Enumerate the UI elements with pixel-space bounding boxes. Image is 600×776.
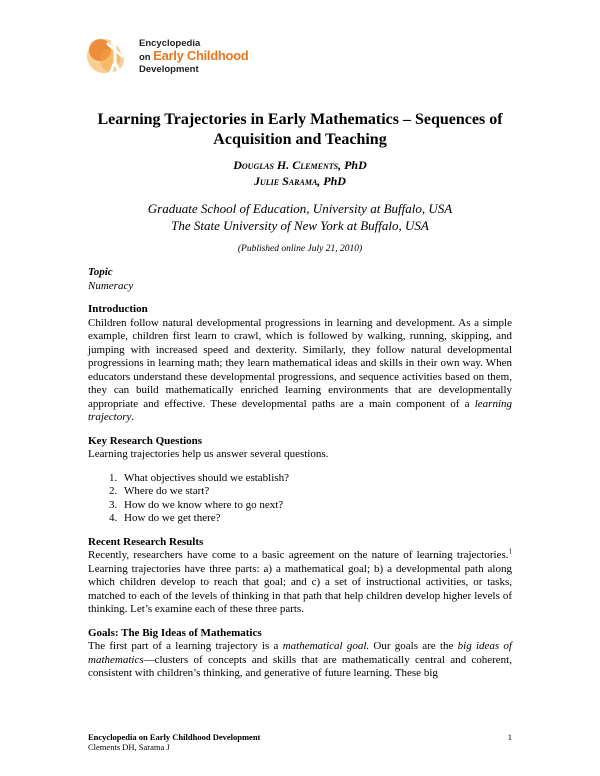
document-body xyxy=(88,266,512,681)
key-questions-intro: Learning trajectories help us answer several questions. xyxy=(88,448,329,460)
published-date: (Published online July 21, 2010) xyxy=(237,244,363,254)
list-item: 2. Where do we start? xyxy=(120,485,512,499)
goals-paragraph: The first part of a learning trajectory is a mathematical goal. Our goals are the big ideas of mathematics—clusters of concepts and skills that are mathematically central and coherent, consistent with children’s thinking, and generative of future learning. These big xyxy=(88,640,512,679)
introduction-heading: Introduction xyxy=(88,303,148,315)
logo-accent-text: Early Childhood xyxy=(153,48,249,63)
affiliation-line-1: Graduate School of Education, University at Buffalo, USA xyxy=(147,201,453,216)
introduction-paragraph: Children follow natural developmental progressions in learning and development. As a simple example, children first learn to crawl, which is followed by walking, running, skipping, and jumping with increased speed and dexterity. Similarly, they follow natural developmental progressions in learning math; they learn mathematical ideas and skills in their own way. When educators understand these developmental progressions, and sequence activities based on them, they can build mathematically enriched learning environments that are developmentally appropriate and effective. These developmental paths are a main component of a learning trajectory. xyxy=(88,316,512,423)
results-paragraph: Recently, researchers have come to a basic agreement on the nature of learning trajectories.$^1$ Learning trajectories have three parts: a) a mathematical goal; b) a developmental path along which children develop to reach that goal; and c) a set of instructional activities, or tasks, matched to each of the levels of thinking in that path that help children develop higher levels of thinking. Let’s examine each of these three parts. xyxy=(88,547,512,615)
author-1: Douglas H. Clements, PhD xyxy=(233,158,367,172)
logo-line-2: on Early Childhood xyxy=(139,48,249,63)
document-title: Learning Trajectories in Early Mathematics – Sequences of Acquisition and Teaching xyxy=(97,111,503,148)
footnote-marker[interactable]: 1 xyxy=(508,547,512,556)
topic-value: Numeracy xyxy=(88,279,134,292)
list-item: 3. How do we know where to go next? xyxy=(120,499,512,513)
footer-source: Encyclopedia on Early Childhood Development xyxy=(88,732,261,742)
page-footer xyxy=(88,732,512,752)
list-item: 1. What objectives should we establish? xyxy=(120,472,512,486)
encyclopedia-logo xyxy=(84,30,264,86)
author-2: Julie Sarama, PhD xyxy=(254,174,346,188)
logo-text xyxy=(139,38,248,76)
logo-line-1: Encyclopedia xyxy=(139,38,201,49)
list-item: 4. How do we get there? xyxy=(120,512,512,526)
affiliation xyxy=(88,200,512,234)
author-list xyxy=(88,157,512,189)
goals-heading: Goals: The Big Ideas of Mathematics xyxy=(88,626,262,639)
results-heading: Recent Research Results xyxy=(88,535,204,548)
child-figure-logo-icon xyxy=(84,30,140,86)
footer-authors: Clements DH, Sarama J xyxy=(88,742,170,752)
logo-line-3: Development xyxy=(139,64,199,75)
questions-list xyxy=(88,472,512,526)
page-number: 1 xyxy=(507,732,512,742)
key-questions-heading: Key Research Questions xyxy=(88,434,203,447)
affiliation-line-2: The State University of New York at Buffalo, USA xyxy=(171,218,429,233)
topic-heading: Topic xyxy=(88,266,113,278)
